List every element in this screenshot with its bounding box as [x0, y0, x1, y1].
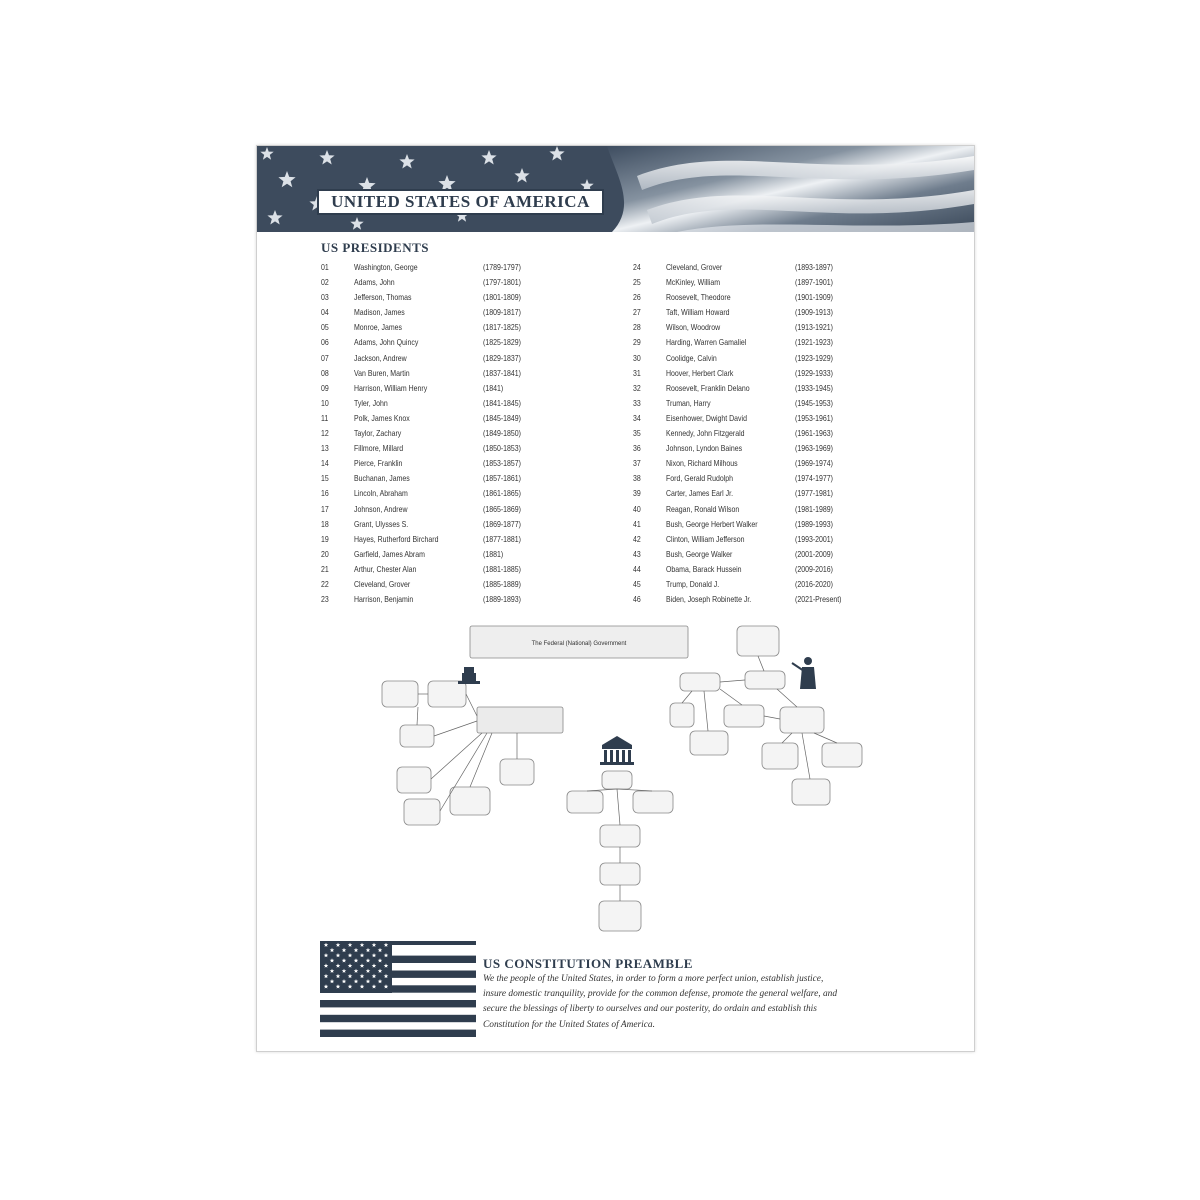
president-name: Roosevelt, Theodore — [666, 292, 731, 303]
diagram-node — [600, 825, 640, 847]
banner-title-box — [317, 189, 604, 215]
president-name: Adams, John — [354, 277, 395, 288]
president-number: 22 — [321, 578, 329, 589]
president-years: (1881) — [483, 548, 504, 559]
president-name: Johnson, Lyndon Baines — [666, 443, 743, 454]
diagram-node — [670, 703, 694, 727]
diagram-node — [450, 787, 490, 815]
president-name: Reagan, Ronald Wilson — [666, 503, 740, 514]
president-number: 07 — [321, 352, 329, 363]
president-number: 35 — [633, 428, 641, 439]
president-years: (1797-1801) — [483, 277, 521, 288]
president-years: (2016-2020) — [795, 578, 833, 589]
diagram-title: The Federal (National) Government — [531, 641, 627, 647]
president-name: Washington, George — [354, 262, 418, 272]
president-years: (1801-1809) — [483, 292, 521, 303]
president-years: (1829-1837) — [483, 352, 521, 363]
diagram-node — [397, 767, 431, 793]
american-flag-graphic — [320, 941, 476, 1037]
president-years: (1945-1953) — [795, 397, 833, 408]
president-name: Roosevelt, Franklin Delano — [666, 382, 750, 393]
president-years: (1789-1797) — [483, 262, 521, 272]
president-name: Bush, George Herbert Walker — [666, 518, 758, 529]
president-years: (1809-1817) — [483, 307, 521, 318]
president-number: 20 — [321, 548, 329, 559]
president-name: Hayes, Rutherford Birchard — [354, 533, 439, 544]
poster-sheet — [256, 145, 975, 1052]
president-name: Harrison, William Henry — [354, 382, 428, 393]
president-number: 25 — [633, 277, 641, 288]
president-number: 16 — [321, 488, 329, 499]
president-number: 03 — [321, 292, 329, 303]
president-name: Madison, James — [354, 307, 405, 318]
president-number: 43 — [633, 548, 641, 559]
diagram-node — [737, 626, 779, 656]
president-name: Trump, Donald J. — [666, 578, 720, 589]
president-years: (1865-1869) — [483, 503, 521, 514]
banner-title: UNITED STATES OF AMERICA — [331, 192, 590, 211]
president-years: (1963-1969) — [795, 443, 833, 454]
president-years: (1845-1849) — [483, 412, 521, 423]
president-number: 06 — [321, 337, 329, 348]
president-years: (1861-1865) — [483, 488, 521, 499]
president-name: Taft, William Howard — [666, 307, 730, 318]
president-number: 42 — [633, 533, 641, 544]
president-name: Polk, James Knox — [354, 412, 410, 423]
diagram-node — [382, 681, 418, 707]
diagram-node — [690, 731, 728, 755]
president-years: (1825-1829) — [483, 337, 521, 348]
preamble-heading: US CONSTITUTION PREAMBLE — [483, 956, 693, 971]
president-number: 13 — [321, 443, 329, 454]
president-number: 36 — [633, 443, 641, 454]
diagram-node — [600, 863, 640, 885]
president-number: 29 — [633, 337, 641, 348]
diagram-node — [599, 901, 641, 931]
diagram-node — [477, 707, 563, 733]
president-name: Nixon, Richard Milhous — [666, 458, 738, 469]
president-years: (1877-1881) — [483, 533, 521, 544]
president-name: Van Buren, Martin — [354, 367, 410, 378]
president-years: (1850-1853) — [483, 443, 521, 454]
president-number: 38 — [633, 473, 641, 484]
president-years: (1901-1909) — [795, 292, 833, 303]
president-years: (1853-1857) — [483, 458, 521, 469]
president-years: (1989-1993) — [795, 518, 833, 529]
president-number: 09 — [321, 382, 329, 393]
diagram-node — [633, 791, 673, 813]
president-number: 30 — [633, 352, 641, 363]
president-years: (1977-1981) — [795, 488, 833, 499]
president-name: Hoover, Herbert Clark — [666, 367, 734, 378]
president-number: 05 — [321, 322, 329, 333]
president-years: (1897-1901) — [795, 277, 833, 288]
presidents-heading: US PRESIDENTS — [321, 240, 430, 255]
president-number: 32 — [633, 382, 641, 393]
president-name: Buchanan, James — [354, 473, 410, 484]
president-years: (1869-1877) — [483, 518, 521, 529]
president-number: 08 — [321, 367, 329, 378]
president-name: Pierce, Franklin — [354, 458, 403, 469]
president-name: Wilson, Woodrow — [666, 322, 721, 333]
president-name: Obama, Barack Hussein — [666, 563, 742, 574]
president-name: Clinton, William Jefferson — [666, 533, 745, 544]
president-name: Carter, James Earl Jr. — [666, 488, 734, 499]
president-years: (1961-1963) — [795, 428, 833, 439]
president-number: 23 — [321, 594, 329, 605]
president-number: 15 — [321, 473, 329, 484]
president-number: 34 — [633, 412, 641, 423]
president-number: 46 — [633, 594, 641, 605]
president-years: (1881-1885) — [483, 563, 521, 574]
president-number: 01 — [321, 262, 329, 272]
president-years: (2001-2009) — [795, 548, 833, 559]
diagram-node — [500, 759, 534, 785]
president-number: 17 — [321, 503, 329, 514]
president-years: (1923-1929) — [795, 352, 833, 363]
president-number: 31 — [633, 367, 641, 378]
diagram-node — [745, 671, 785, 689]
president-name: Tyler, John — [354, 397, 388, 408]
president-name: Coolidge, Calvin — [666, 352, 717, 363]
president-name: Harrison, Benjamin — [354, 594, 414, 605]
president-name: Johnson, Andrew — [354, 503, 408, 514]
president-name: Cleveland, Grover — [354, 578, 411, 589]
president-number: 45 — [633, 578, 641, 589]
president-number: 10 — [321, 397, 329, 408]
diagram-node — [567, 791, 603, 813]
president-number: 04 — [321, 307, 329, 318]
president-years: (1837-1841) — [483, 367, 521, 378]
president-years: (2009-2016) — [795, 563, 833, 574]
president-name: Kennedy, John Fitzgerald — [666, 428, 745, 439]
president-years: (1929-1933) — [795, 367, 833, 378]
president-number: 18 — [321, 518, 329, 529]
president-name: McKinley, William — [666, 277, 721, 288]
president-number: 37 — [633, 458, 641, 469]
president-years: (1913-1921) — [795, 322, 833, 333]
president-number: 12 — [321, 428, 329, 439]
president-name: Jackson, Andrew — [354, 352, 407, 363]
president-name: Truman, Harry — [666, 397, 711, 408]
president-years: (1981-1989) — [795, 503, 833, 514]
president-number: 39 — [633, 488, 641, 499]
diagram-node — [680, 673, 720, 691]
diagram-node — [400, 725, 434, 747]
president-name: Grant, Ulysses S. — [354, 518, 409, 529]
president-name: Eisenhower, Dwight David — [666, 412, 747, 423]
president-name: Lincoln, Abraham — [354, 488, 408, 499]
diagram-node — [404, 799, 440, 825]
president-number: 40 — [633, 503, 641, 514]
president-number: 24 — [633, 262, 641, 272]
president-number: 26 — [633, 292, 641, 303]
president-years: (1993-2001) — [795, 533, 833, 544]
president-years: (1885-1889) — [483, 578, 521, 589]
president-number: 14 — [321, 458, 329, 469]
president-years: (1893-1897) — [795, 262, 833, 272]
president-years: (1933-1945) — [795, 382, 833, 393]
president-years: (1849-1850) — [483, 428, 521, 439]
president-name: Garfield, James Abram — [354, 548, 425, 559]
president-number: 33 — [633, 397, 641, 408]
president-number: 02 — [321, 277, 329, 288]
president-number: 19 — [321, 533, 329, 544]
president-years: (1841) — [483, 382, 504, 393]
president-name: Ford, Gerald Rudolph — [666, 473, 734, 484]
president-number: 21 — [321, 563, 329, 574]
president-number: 28 — [633, 322, 641, 333]
president-name: Bush, George Walker — [666, 548, 733, 559]
president-years: (1953-1961) — [795, 412, 833, 423]
president-years: (1857-1861) — [483, 473, 521, 484]
president-years: (1909-1913) — [795, 307, 833, 318]
president-name: Taylor, Zachary — [354, 428, 402, 439]
president-years: (1969-1974) — [795, 458, 833, 469]
president-years: (1841-1845) — [483, 397, 521, 408]
president-name: Cleveland, Grover — [666, 262, 723, 272]
diagram-node — [792, 779, 830, 805]
diagram-node — [780, 707, 824, 733]
president-name: Biden, Joseph Robinette Jr. — [666, 594, 752, 605]
president-number: 41 — [633, 518, 641, 529]
diagram-node — [822, 743, 862, 767]
flag-banner — [257, 146, 974, 232]
diagram-node — [602, 771, 632, 789]
president-years: (2021-Present) — [795, 594, 842, 605]
preamble-text: We the people of the United States, in order to form a more perfect union, establish justice, insure domestic tranquility, provide for the common defense, promote the general welfare, and secure the blessings of liberty to ourselves and our posterity, do ordain and establish this Constitution for the United States of America. — [483, 974, 838, 1030]
president-name: Adams, John Quincy — [354, 337, 419, 348]
president-years: (1889-1893) — [483, 594, 521, 605]
president-years: (1817-1825) — [483, 322, 521, 333]
federal-government-diagram — [352, 621, 872, 941]
president-number: 11 — [321, 412, 329, 423]
president-name: Monroe, James — [354, 322, 403, 333]
president-years: (1921-1923) — [795, 337, 833, 348]
president-name: Fillmore, Millard — [354, 443, 404, 454]
diagram-node — [428, 681, 466, 707]
president-years: (1974-1977) — [795, 473, 833, 484]
president-number: 44 — [633, 563, 641, 574]
president-name: Arthur, Chester Alan — [354, 563, 417, 574]
president-name: Harding, Warren Gamaliel — [666, 337, 747, 348]
president-name: Jefferson, Thomas — [354, 292, 412, 303]
diagram-node — [724, 705, 764, 727]
diagram-node — [762, 743, 798, 769]
president-number: 27 — [633, 307, 641, 318]
